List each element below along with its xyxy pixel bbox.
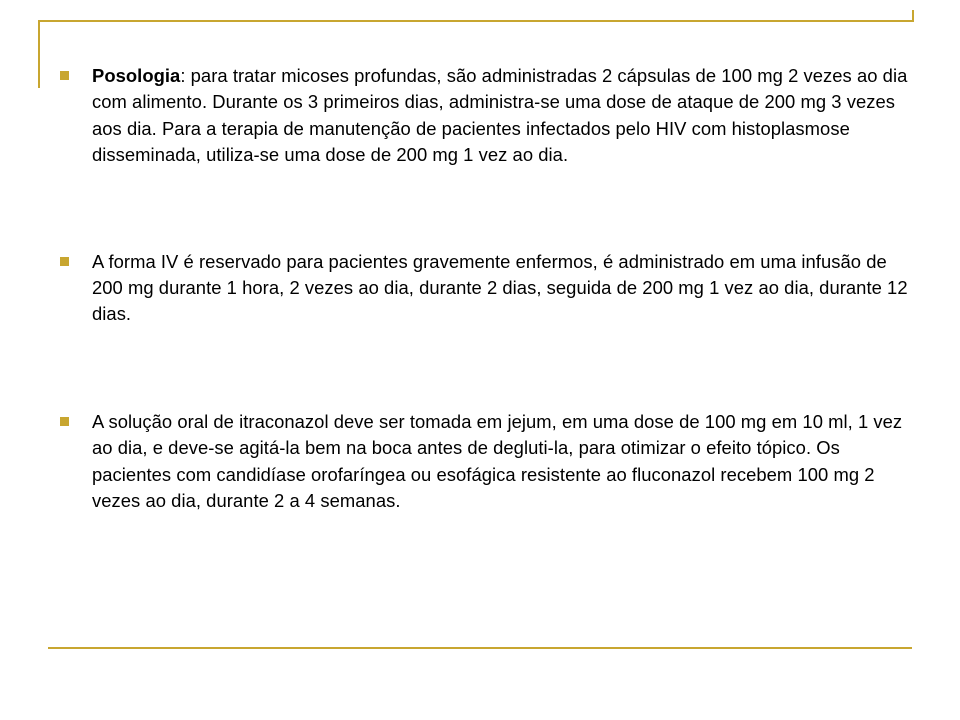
- slide-body: [60, 63, 910, 514]
- bullet-item-oral-solution: [60, 409, 910, 515]
- slide-frame-top-line: [40, 20, 914, 22]
- bullet-text: A forma IV é reservado para pacientes gravemente enfermos, é administrado em uma infusão de 200 mg durante 1 hora, 2 vezes ao dia, durante 2 dias, seguida de 200 mg 1 vez ao dia, durante 12 dias.: [92, 250, 908, 325]
- square-bullet-icon: [60, 417, 69, 426]
- bullet-text: : para tratar micoses profundas, são administradas 2 cápsulas de 100 mg 2 vezes ao dia com alimento. Durante os 3 primeiros dias, administra-se uma dose de ataque de 200 mg 3 vezes aos dia. Para a terapia de manutenção de pacientes infectados pelo HIV com histoplasmose disseminada, utiliza-se uma dose de 200 mg 1 vez ao dia.: [92, 65, 908, 166]
- bullet-term: Posologia: [92, 65, 181, 86]
- slide-frame-left-line: [38, 20, 40, 88]
- square-bullet-icon: [60, 257, 69, 266]
- square-bullet-icon: [60, 71, 69, 80]
- slide-frame-right-tick: [912, 10, 914, 22]
- bullet-item-posologia: [60, 63, 910, 169]
- bullet-text: A solução oral de itraconazol deve ser tomada em jejum, em uma dose de 100 mg em 10 ml, 1 vez ao dia, e deve-se agitá-la bem na boca antes de degluti-la, para otimizar o efeito tópico. Os pacientes com candidíase orofaríngea ou esofágica resistente ao fluconazol recebem 100 mg 2 vezes ao dia, durante 2 a 4 semanas.: [92, 410, 903, 512]
- slide-frame-bottom-line: [48, 647, 912, 649]
- bullet-item-iv-form: [60, 249, 910, 328]
